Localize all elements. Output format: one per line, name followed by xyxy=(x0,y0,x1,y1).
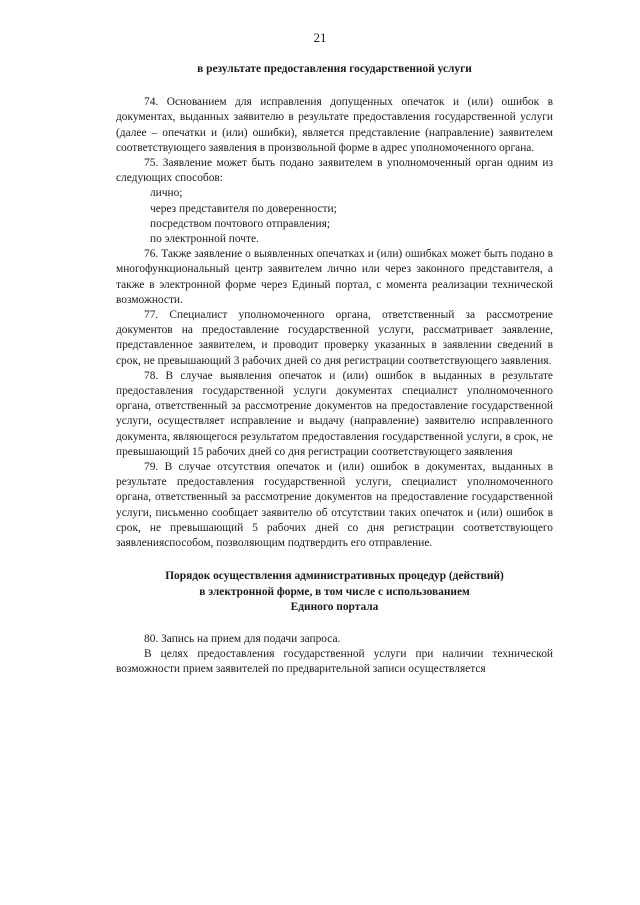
section-heading-line: Единого портала xyxy=(290,600,379,613)
section-heading xyxy=(116,569,553,615)
paragraph-80-continued: В целях предоставления государственной услуги при наличии технической возможности прием заявителей по предварительной записи осуществляется xyxy=(116,648,553,676)
paragraph-79: 79. В случае отсутствия опечаток и (или) ошибок в документах, выданных в результате предоставления государственной услуги, специалист уполномоченного органа, ответственный за рассмотрение документов на предоставление государственной услуги, письменно сообщает заявителю об отсутствии таких опечаток и (или) ошибок в срок, не превышающий 5 рабочих дней со дня регистрации соответствующего заявленияспособом, позволяющим подтвердить его отправление. xyxy=(116,461,553,550)
paragraph-76: 76. Также заявление о выявленных опечатках и (или) ошибках может быть подано в многофункциональный центр заявителем лично или через законного представителя, а также в электронной форме через Единый портал, с момента реализации технической возможности. xyxy=(116,248,553,306)
paragraph-80: 80. Запись на прием для подачи запроса. xyxy=(144,632,341,645)
section-heading-line: Порядок осуществления административных процедур (действий) xyxy=(165,570,504,583)
paragraph-75: 75. Заявление может быть подано заявителем в уполномоченный орган одним из следующих способов: xyxy=(116,157,553,185)
section-heading-line: в электронной форме, в том числе с использованием xyxy=(199,585,470,598)
page-number: 21 xyxy=(313,30,327,45)
document-body xyxy=(116,62,553,678)
list-item: через представителя по доверенности; xyxy=(150,202,337,215)
paragraph-74: 74. Основанием для исправления допущенных опечаток и (или) ошибок в документах, выданных заявителю в результате предоставления государственной услуги (далее – опечатки и (или) ошибки), является представление (направление) заявителем соответствующего заявления в произвольной форме в адрес уполномоченного органа. xyxy=(116,96,553,154)
paragraph-78: 78. В случае выявления опечаток и (или) ошибок в выданных в результате предоставления государственной услуги документах специалист уполномоченного органа, ответственный за рассмотрение документов на предоставление государственной услуги, осуществляет исправление и выдачу (направление) заявителю исправленного документа, являющегося результатом предоставления государственной услуги, в срок, не превышающий 15 рабочих дней со дня регистрации соответствующего заявления xyxy=(116,369,553,458)
paragraph-77: 77. Специалист уполномоченного органа, ответственный за рассмотрение документов на предоставление государственной услуги, рассматривает заявление, представленное заявителем, и проводит проверку указанных в заявлении сведений в срок, не превышающий 3 рабочих дней со дня регистрации соответствующего заявления. xyxy=(116,309,553,367)
list-item: посредством почтового отправления; xyxy=(150,217,331,230)
list-item: по электронной почте. xyxy=(150,233,259,246)
list-item: лично; xyxy=(150,187,183,200)
section-heading-top: в результате предоставления государственной услуги xyxy=(197,63,472,75)
